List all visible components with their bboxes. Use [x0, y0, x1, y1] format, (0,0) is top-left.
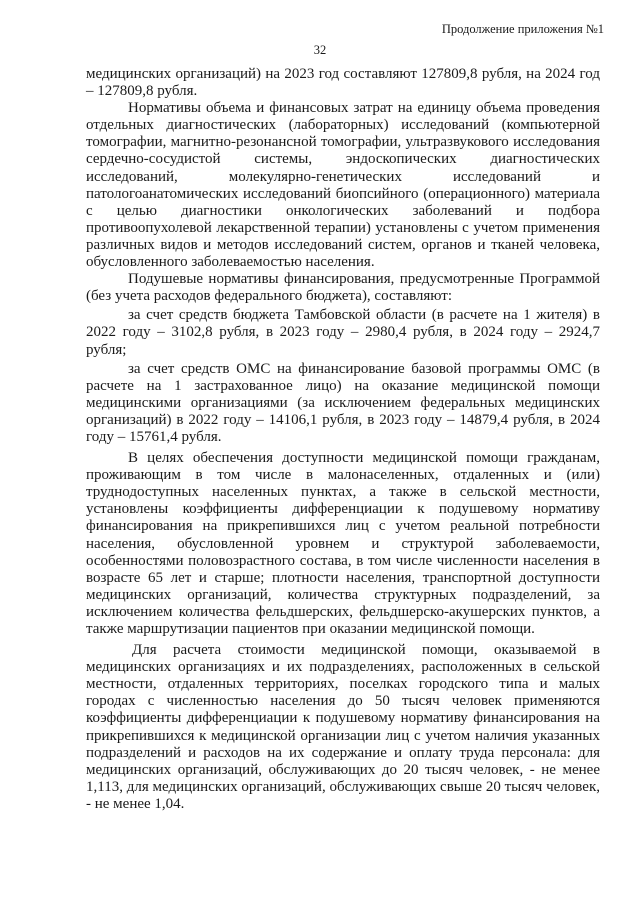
paragraph-per-capita-norms: Подушевые нормативы финансирования, предусмотренные Программой (без учета расходов федерального бюджета), составляют:: [86, 271, 600, 305]
appendix-continuation-note: Продолжение приложения №1: [441, 22, 604, 36]
paragraph-intro-continuation: медицинских организаций) на 2023 год составляют 127809,8 рубля, на 2024 год – 127809,8 рубля.: [86, 66, 600, 100]
paragraph-rural-cost-calculation: Для расчета стоимости медицинской помощи, оказываемой в медицинских организациях и их подразделениях, расположенных в сельской местности, отдаленных территориях, поселках городского типа и малых городах с численностью населения до 50 тысяч человек применяются коэффициенты дифференциации к подушевому нормативу финансирования на прикрепившихся к медицинской организации лиц с учетом наличия указанных подразделений и расходов на их содержание и оплату труда персонала: для медицинских организаций, обслуживающих до 20 тысяч человек, - не менее 1,113, для медицинских организаций, обслуживающих свыше 20 тысяч человек, - не менее 1,04.: [86, 642, 600, 812]
paragraph-regional-budget: за счет средств бюджета Тамбовской области (в расчете на 1 жителя) в 2022 году – 3102,8 рубля, в 2023 году – 2980,4 рубля, в 2024 году – 2924,7 рубля;: [86, 307, 600, 358]
paragraph-oms-funds: за счет средств ОМС на финансирование базовой программы ОМС (в расчете на 1 застрахованное лицо) на оказание медицинской помощи медицинскими организациями (за исключением федеральных медицинских организаций) в 2022 году – 14106,1 рубля, в 2023 году – 14879,4 рубля, в 2024 году – 15761,4 рубля.: [86, 360, 600, 445]
document-body: [86, 66, 600, 813]
paragraph-accessibility-coefficients: В целях обеспечения доступности медицинской помощи гражданам, проживающим в том числе в малонаселенных, отдаленных и (или) труднодоступных населенных пунктах, а также в сельской местности, установлены коэффициенты дифференциации к подушевому нормативу финансирования на прикрепившихся лиц с учетом реальной потребности населения, обусловленной уровнем и структурой заболеваемости, особенностями половозрастного состава, в том числе численности населения в возрасте 65 лет и старше; плотности населения, транспортной доступности медицинских организаций, количества структурных подразделений, за исключением количества фельдшерских, фельдшерско-акушерских пунктов, а также маршрутизации пациентов при оказании медицинской помощи.: [86, 450, 600, 637]
page-number: 32: [313, 43, 327, 57]
paragraph-diagnostic-norms: Нормативы объема и финансовых затрат на единицу объема проведения отдельных диагностических (лабораторных) исследований (компьютерной томографии, магнитно-резонансной томографии, ультразвукового исследования сердечно-сосудистой системы, эндоскопических диагностических исследований, молекулярно-генетических исследований и патологоанатомических исследований биопсийного (операционного) материала с целью диагностики онкологических заболеваний и подбора противоопухолевой лекарственной терапии) установлены с учетом применения различных видов и методов исследований систем, органов и тканей человека, обусловленного заболеваемостью населения.: [86, 100, 600, 271]
